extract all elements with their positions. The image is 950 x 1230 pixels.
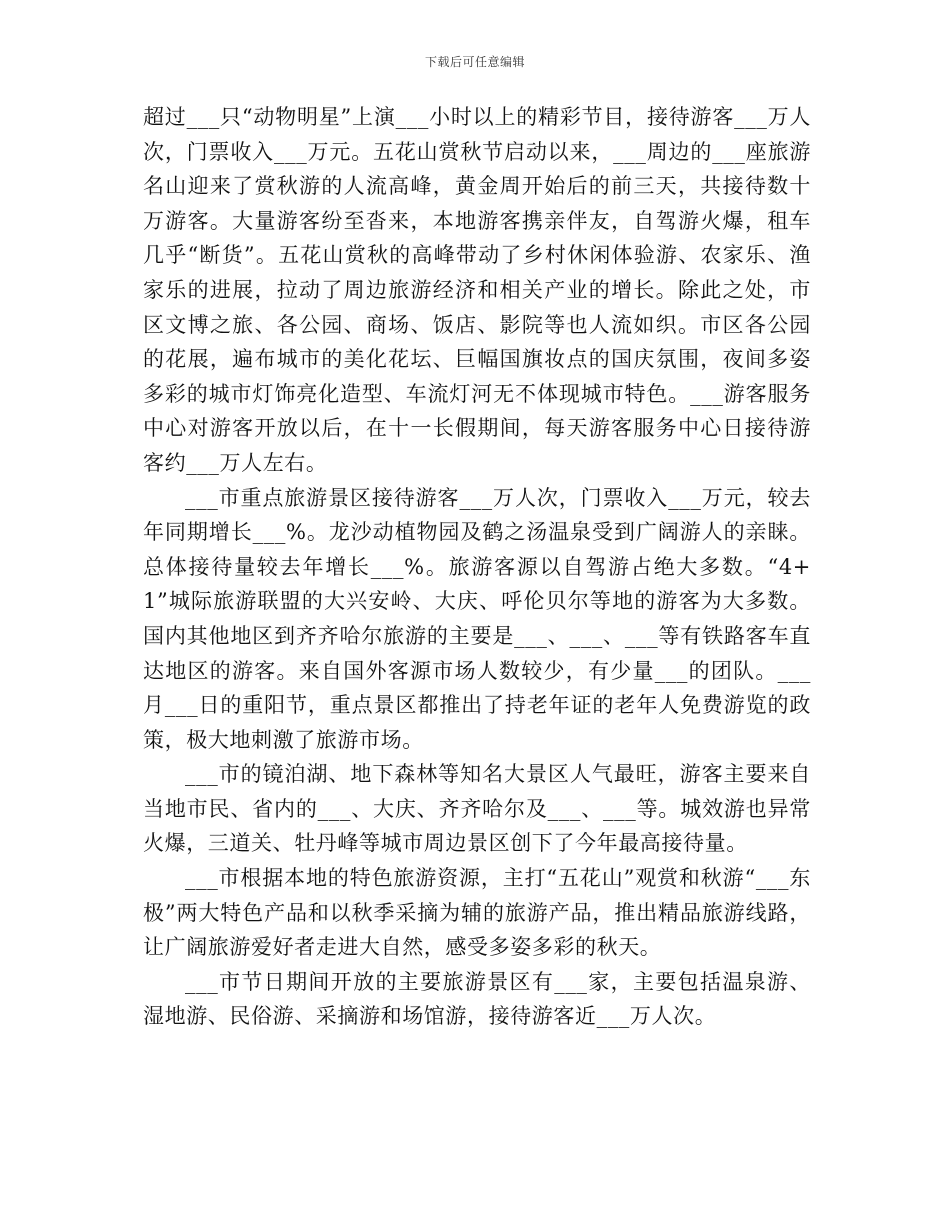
paragraph: 超过___只“动物明星”上演___小时以上的精彩节目，接待游客___万人次，门票收入___万元。五花山赏秋节启动以来，___周边的___座旅游名山迎来了赏秋游的人流高峰，黄金周开始后的前三天，共接待数十万游客。大量游客纷至沓来，本地游客携亲伴友，自驾游火爆，租车几乎“断货”。五花山赏秋的高峰带动了乡村休闲体验游、农家乐、渔家乐的进展，拉动了周边旅游经济和相关产业的增长。除此之处，市区文博之旅、各公园、商场、饭店、影院等也人流如织。市区各公园的花展，遍布城市的美化花坛、巨幅国旗妆点的国庆氛围，夜间多姿多彩的城市灯饰亮化造型、车流灯河无不体现城市特色。___游客服务中心对游客开放以后，在十一长假期间，每天游客服务中心日接待游客约___万人左右。 <box>143 105 811 475</box>
paragraph: ___市根据本地的特色旅游资源，主打“五花山”观赏和秋游“___东极”两大特色产品和以秋季采摘为辅的旅游产品，推出精品旅游线路，让广阔旅游爱好者走进大自然，感受多姿多彩的秋天。 <box>143 866 811 960</box>
page-header: 下载后可任意编辑 <box>424 55 525 69</box>
paragraph: ___市的镜泊湖、地下森林等知名大景区人气最旺，游客主要来自当地市民、省内的___、大庆、齐齐哈尔及___、___等。城效游也异常火爆，三道关、牡丹峰等城市周边景区创下了今年最高接待量。 <box>143 762 811 856</box>
document-body <box>143 100 811 1034</box>
paragraph: ___市重点旅游景区接待游客___万人次，门票收入___万元，较去年同期增长___%。龙沙动植物园及鹤之汤温泉受到广阔游人的亲睐。总体接待量较去年增长___%。旅游客源以自驾游占绝大多数。“4+1”城际旅游联盟的大兴安岭、大庆、呼伦贝尔等地的游客为大多数。国内其他地区到齐齐哈尔旅游的主要是___、___、___等有铁路客车直达地区的游客。来自国外客源市场人数较少，有少量___的团队。___月___日的重阳节，重点景区都推出了持老年证的老年人免费游览的政策，极大地刺激了旅游市场。 <box>143 485 811 752</box>
paragraph: ___市节日期间开放的主要旅游景区有___家，主要包括温泉游、湿地游、民俗游、采摘游和场馆游，接待游客近___万人次。 <box>143 969 811 1029</box>
